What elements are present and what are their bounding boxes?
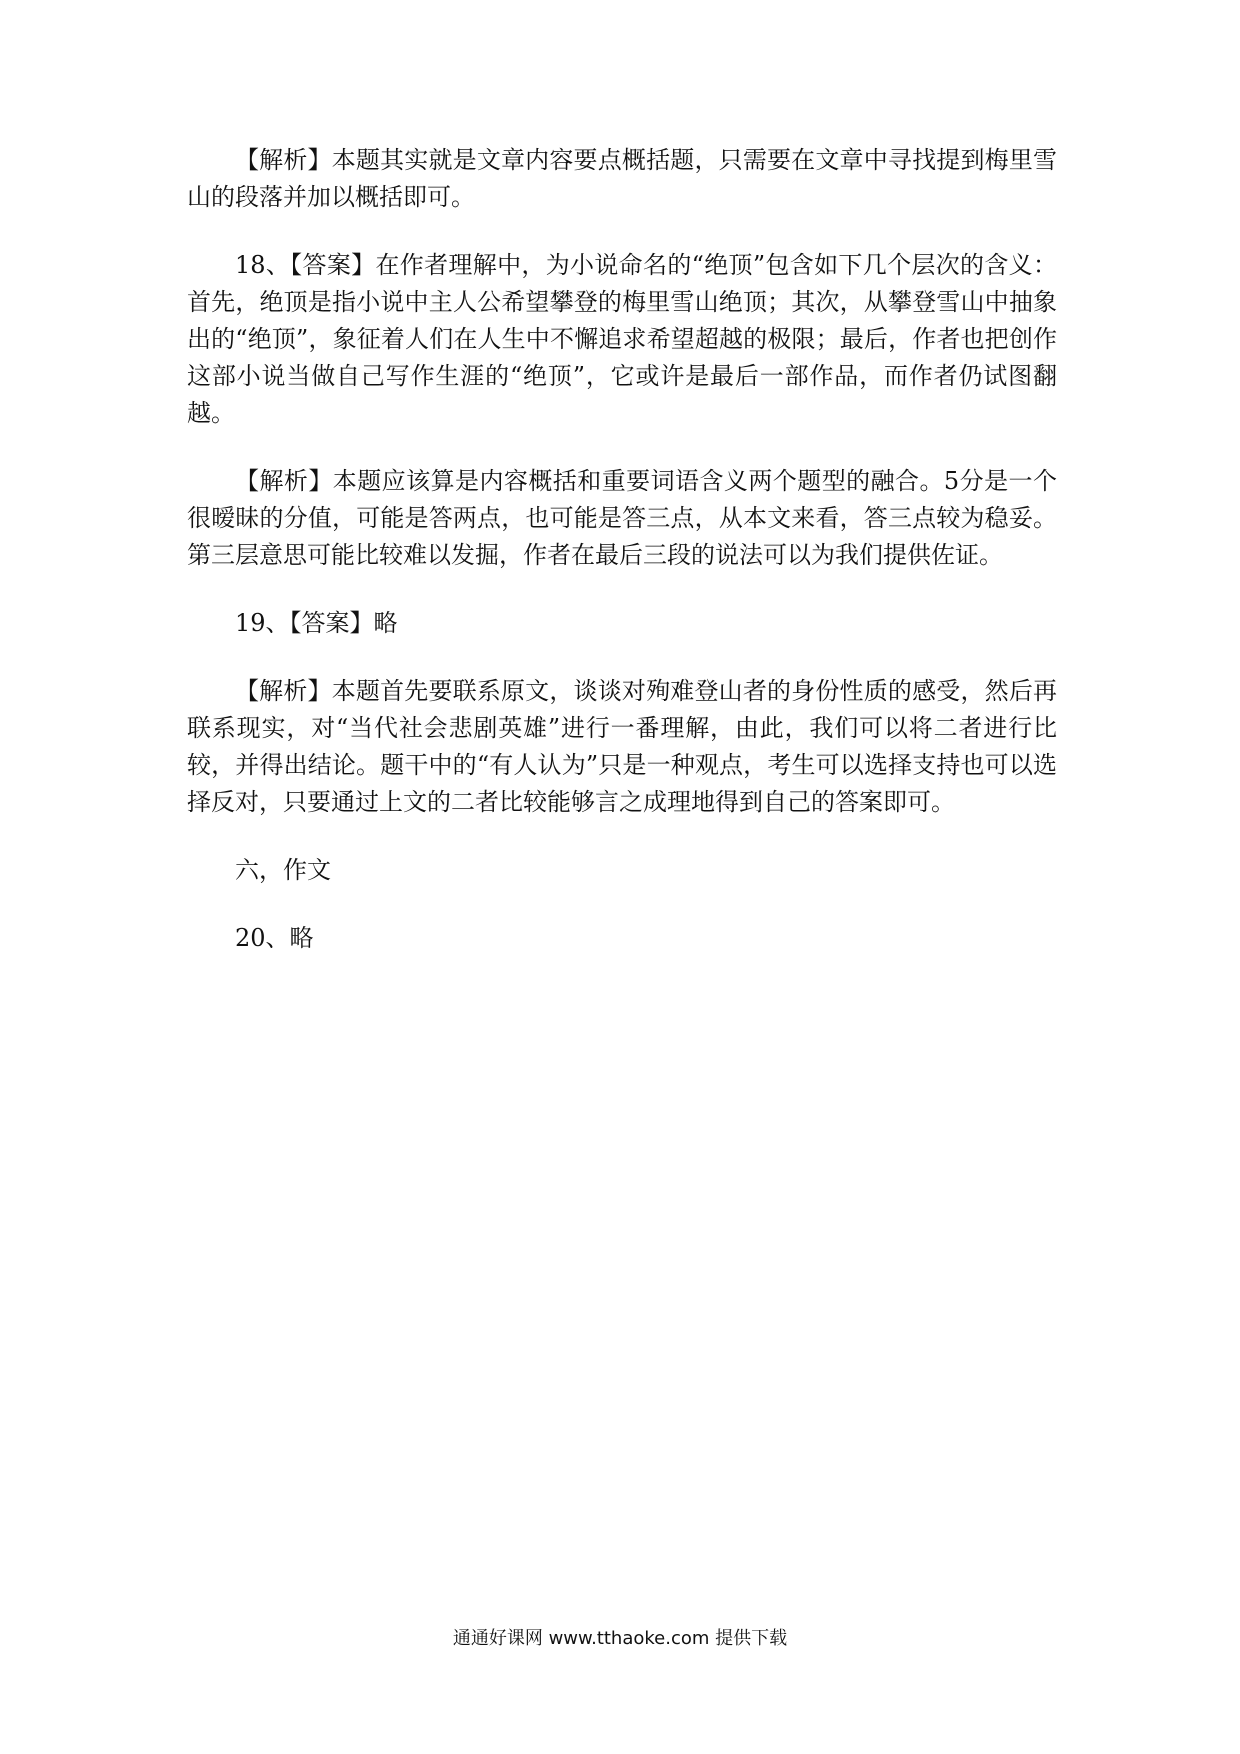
answer-paragraph-20: 20、略: [235, 924, 314, 952]
page-footer: 通通好课网 www.tthaoke.com 提供下载: [452, 1628, 788, 1649]
analysis-paragraph-19: 【解析】本题首先要联系原文，谈谈对殉难登山者的身份性质的感受，然后再联系现实，对“当代社会悲剧英雄”进行一番理解，由此，我们可以将二者进行比较，并得出结论。题干中的“有人认为”只是一种观点，考生可以选择支持也可以选择反对，只要通过上文的二者比较能够言之成理地得到自己的答案即可。: [187, 677, 1057, 816]
answer-paragraph-18: 18、【答案】在作者理解中，为小说命名的“绝顶”包含如下几个层次的含义：首先，绝顶是指小说中主人公希望攀登的梅里雪山绝顶；其次，从攀登雪山中抽象出的“绝顶”，象征着人们在人生中不懈追求希望超越的极限；最后，作者也把创作这部小说当做自己写作生涯的“绝顶”，它或许是最后一部作品，而作者仍试图翻越。: [187, 251, 1057, 427]
answer-paragraph-19: 19、【答案】略: [235, 609, 398, 637]
analysis-paragraph-18: 【解析】本题应该算是内容概括和重要词语含义两个题型的融合。5分是一个很暧昧的分值，可能是答两点，也可能是答三点，从本文来看，答三点较为稳妥。第三层意思可能比较难以发掘，作者在最后三段的说法可以为我们提供佐证。: [187, 467, 1057, 569]
document-body: [187, 142, 1057, 988]
analysis-paragraph-17: 【解析】本题其实就是文章内容要点概括题，只需要在文章中寻找提到梅里雪山的段落并加以概括即可。: [187, 146, 1057, 211]
section-heading-composition: 六，作文: [235, 856, 331, 884]
